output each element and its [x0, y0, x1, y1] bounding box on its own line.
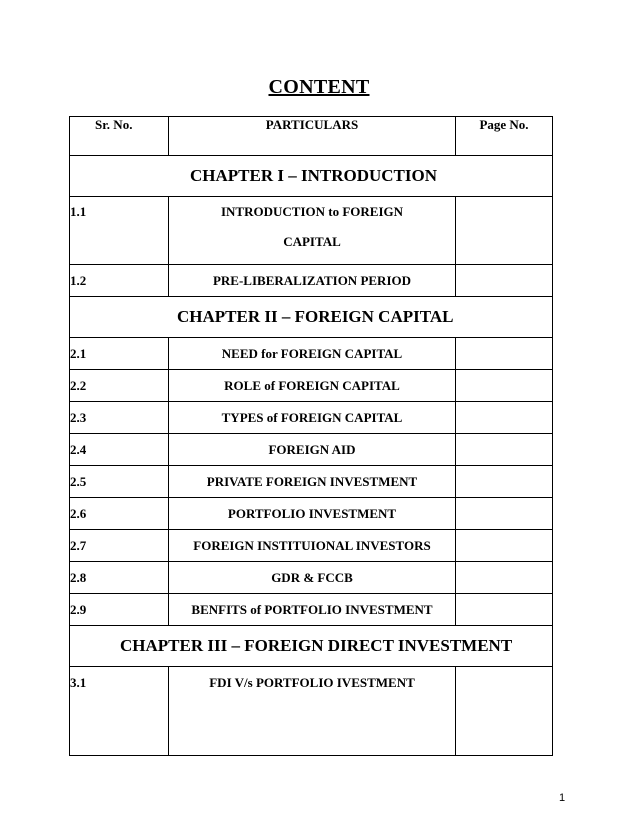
sr-no: 2.6: [70, 506, 87, 521]
sr-no-cell: [70, 434, 169, 466]
header-sr-no: Sr. No.: [70, 117, 169, 156]
chapter-row: [70, 156, 553, 197]
sr-no: 2.8: [70, 570, 87, 585]
table-header-row: [70, 117, 553, 156]
table-row: [70, 338, 553, 370]
sr-no-cell: [70, 466, 169, 498]
sr-no: 2.7: [70, 538, 87, 553]
particulars-cell: [169, 530, 456, 562]
header-particulars: PARTICULARS: [169, 117, 456, 156]
particulars-text: ROLE of FOREIGN CAPITAL: [224, 378, 400, 393]
chapter-cell: [70, 156, 553, 197]
table-row: [70, 197, 553, 265]
particulars-cell: [169, 265, 456, 297]
header-page-no: Page No.: [456, 117, 553, 156]
table-row: [70, 402, 553, 434]
page-no-cell: [456, 265, 553, 297]
table-row: [70, 498, 553, 530]
page-no-cell: [456, 594, 553, 626]
particulars-cell: [169, 594, 456, 626]
page-no-cell: [456, 402, 553, 434]
sr-no-cell: [70, 530, 169, 562]
page-no-cell: [456, 434, 553, 466]
page-no-cell: [456, 530, 553, 562]
table-row: [70, 562, 553, 594]
chapter-cell: [70, 626, 553, 667]
sr-no: 2.4: [70, 442, 87, 457]
page-no-cell: [456, 370, 553, 402]
particulars-text: PORTFOLIO INVESTMENT: [227, 506, 397, 521]
chapter-title: CHAPTER III – FOREIGN DIRECT INVESTMENT: [120, 636, 513, 655]
particulars-text: INTRODUCTION to FOREIGN: [220, 204, 403, 219]
sr-no-cell: [70, 265, 169, 297]
page-number: 1: [559, 792, 566, 804]
particulars-cell: [169, 402, 456, 434]
sr-no-cell: [70, 338, 169, 370]
chapter-cell: [70, 297, 553, 338]
table-row: [70, 370, 553, 402]
sr-no: 2.5: [70, 474, 87, 489]
sr-no-cell: [70, 197, 169, 265]
contents-table: [69, 116, 553, 756]
particulars-text: FOREIGN AID: [268, 442, 356, 457]
table-row: [70, 265, 553, 297]
particulars-cell: [169, 338, 456, 370]
table-row: [70, 434, 553, 466]
particulars-cell: [169, 466, 456, 498]
sr-no-cell: [70, 667, 169, 756]
particulars-cell: [169, 562, 456, 594]
particulars-text: BENFITS of PORTFOLIO INVESTMENT: [191, 602, 433, 617]
page-no-cell: [456, 466, 553, 498]
chapter-title: CHAPTER II – FOREIGN CAPITAL: [177, 307, 454, 326]
sr-no: 2.3: [70, 410, 87, 425]
particulars-cell: [169, 370, 456, 402]
sr-no-cell: [70, 562, 169, 594]
sr-no: 2.9: [70, 602, 87, 617]
page-no-cell: [456, 197, 553, 265]
chapter-row: [70, 626, 553, 667]
sr-no-cell: [70, 402, 169, 434]
particulars-cell: [169, 434, 456, 466]
particulars-text: NEED for FOREIGN CAPITAL: [221, 346, 403, 361]
sr-no: 3.1: [70, 675, 87, 690]
chapter-row: [70, 297, 553, 338]
particulars-text: PRIVATE FOREIGN INVESTMENT: [206, 474, 418, 489]
particulars-text: GDR & FCCB: [271, 570, 353, 585]
sr-no: 1.1: [70, 204, 87, 219]
sr-no-cell: [70, 370, 169, 402]
particulars-text: FDI V/s PORTFOLIO IVESTMENT: [209, 675, 415, 690]
sr-no: 2.1: [70, 346, 87, 361]
particulars-text: TYPES of FOREIGN CAPITAL: [221, 410, 403, 425]
table-row: [70, 594, 553, 626]
page-no-cell: [456, 667, 553, 756]
sr-no: 2.2: [70, 378, 87, 393]
page-no-cell: [456, 562, 553, 594]
table-row: [70, 530, 553, 562]
sr-no-cell: [70, 498, 169, 530]
sr-no: 1.2: [70, 273, 87, 288]
particulars-text: CAPITAL: [283, 234, 341, 249]
page-no-cell: [456, 338, 553, 370]
particulars-text: FOREIGN INSTITUIONAL INVESTORS: [193, 538, 431, 553]
particulars-cell: [169, 667, 456, 756]
page-no-cell: [456, 498, 553, 530]
sr-no-cell: [70, 594, 169, 626]
particulars-cell: [169, 498, 456, 530]
particulars-cell: [169, 197, 456, 265]
page-title: CONTENT: [268, 76, 370, 98]
table-row: [70, 466, 553, 498]
table-row: [70, 667, 553, 756]
chapter-title: CHAPTER I – INTRODUCTION: [190, 166, 437, 185]
particulars-text: PRE-LIBERALIZATION PERIOD: [212, 273, 412, 288]
